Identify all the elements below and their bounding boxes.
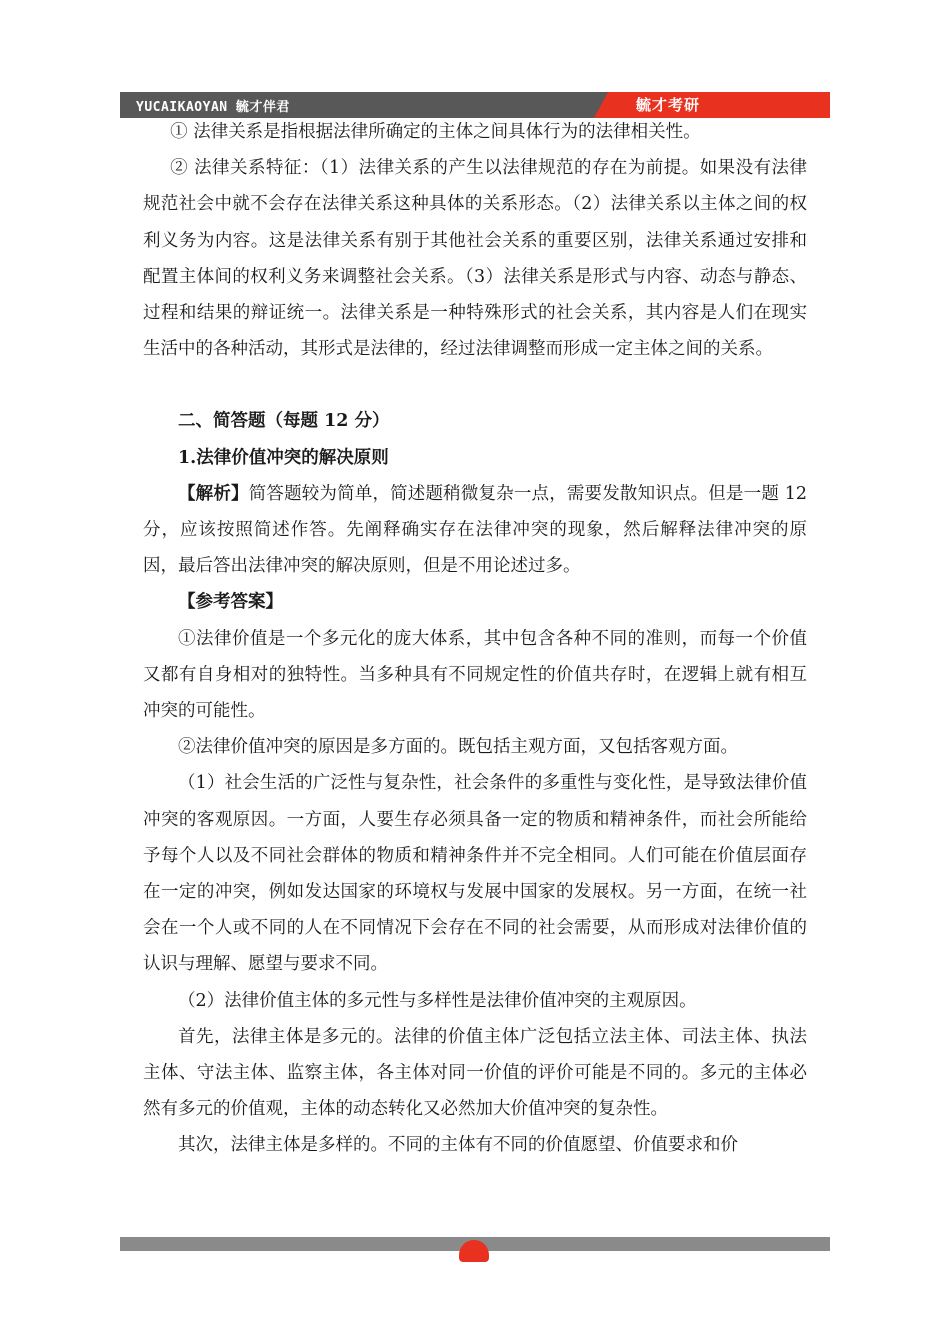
question-title: 1.法律价值冲突的解决原则 xyxy=(178,447,389,468)
analysis-text: 简答题较为简单，简述题稍微复杂一点，需要发散知识点。但是一题 12 分，应该按照简述作答。先阐释确实存在法律冲突的现象，然后解释法律冲突的原因，最后答出法律冲突的解决原则，但是不用论述过多。 xyxy=(143,483,807,577)
blank-line xyxy=(143,367,807,403)
header-brand-right: 毓才考研 xyxy=(636,96,701,114)
document-body xyxy=(143,114,807,1164)
answer-paragraph-6: 其次，法律主体是多样的。不同的主体有不同的价值愿望、价值要求和价 xyxy=(178,1135,738,1156)
paragraph-relation-features: ② 法律关系特征：（1）法律关系的产生以法律规范的存在为前提。如果没有法律规范社会中就不会存在法律关系这种具体的关系形态。（2）法律关系以主体之间的权利义务为内容。这是法律关系有别于其他社会关系的重要区别，法律关系通过安排和配置主体间的权利义务来调整社会关系。（3）法律关系是形式与内容、动态与静态、过程和结果的辩证统一。法律关系是一种特殊形式的社会关系，其内容是人们在现实生活中的各种活动，其形式是法律的，经过法律调整而形成一定主体之间的关系。 xyxy=(143,158,807,360)
paragraph-relation-definition: ① 法律关系是指根据法律所确定的主体之间具体行为的法律相关性。 xyxy=(170,122,701,142)
answer-paragraph-5: 首先，法律主体是多元的。法律的价值主体广泛包括立法主体、司法主体、执法主体、守法主体、监察主体，各主体对同一价值的评价可能是不同的。多元的主体必然有多元的价值观，主体的动态转化又必然加大价值冲突的复杂性。 xyxy=(143,1026,807,1120)
analysis-label: 【解析】 xyxy=(178,483,249,504)
answer-label: 【参考答案】 xyxy=(178,592,283,613)
answer-paragraph-4: （2）法律价值主体的多元性与多样性是法律价值冲突的主观原因。 xyxy=(178,990,697,1011)
answer-paragraph-1: ①法律价值是一个多元化的庞大体系，其中包含各种不同的准则，而每一个价值又都有自身相对的独特性。当多种具有不同规定性的价值共存时，在逻辑上就有相互冲突的可能性。 xyxy=(143,628,807,722)
section-title: 二、简答题（每题 12 分） xyxy=(178,411,390,432)
page-footer-marker xyxy=(459,1240,489,1262)
answer-paragraph-3: （1）社会生活的广泛性与复杂性，社会条件的多重性与变化性，是导致法律价值冲突的客观原因。一方面，人要生存必须具备一定的物质和精神条件，而社会所能给予每个人以及不同社会群体的物质和精神条件并不完全相同。人们可能在价值层面存在一定的冲突，例如发达国家的环境权与发展中国家的发展权。另一方面，在统一社会在一个人或不同的人在不同情况下会存在不同的社会需要，从而形成对法律价值的认识与理解、愿望与要求不同。 xyxy=(143,773,807,975)
header-brand-left: YUCAIKAOYAN 毓才伴君 xyxy=(136,100,290,115)
paragraph-analysis xyxy=(143,476,807,585)
answer-paragraph-2: ②法律价值冲突的原因是多方面的。既包括主观方面，又包括客观方面。 xyxy=(178,737,738,758)
